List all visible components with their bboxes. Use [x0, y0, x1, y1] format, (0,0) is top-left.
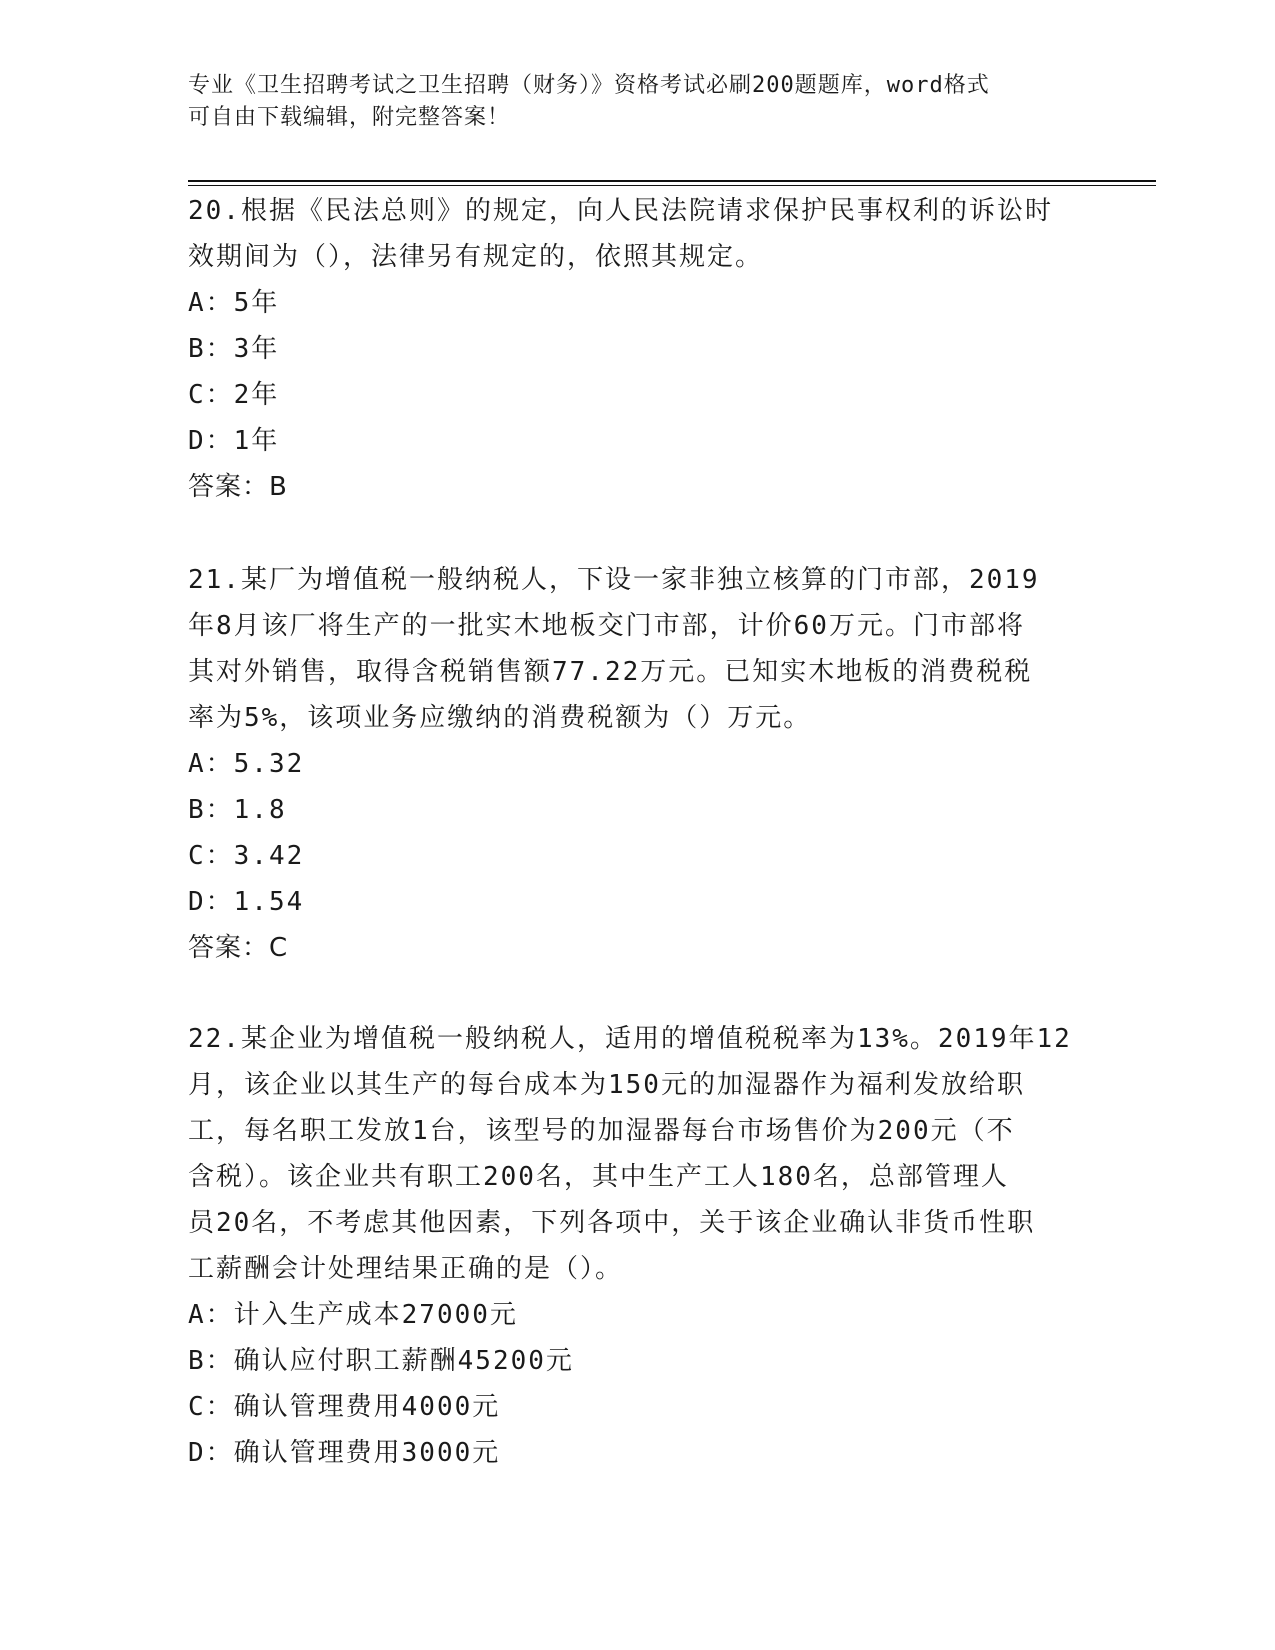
question-stem [188, 1016, 1088, 1292]
option-d: D：确认管理费用3000元 [188, 1438, 501, 1468]
option-a: A：5.32 [188, 749, 305, 779]
question-21 [188, 557, 1088, 971]
option-d: D：1.54 [188, 887, 305, 917]
stem-line: 月，该企业以其生产的每台成本为150元的加湿器作为福利发放给职 [188, 1070, 1025, 1100]
answer-label: 答案：B [188, 472, 288, 502]
option-c: C：确认管理费用4000元 [188, 1392, 501, 1422]
question-22 [188, 1016, 1088, 1476]
answer-label: 答案：C [188, 933, 289, 963]
option-d: D：1年 [188, 426, 280, 456]
header-line: 专业《卫生招聘考试之卫生招聘（财务）》资格考试必刷200题题库，word格式 [188, 73, 990, 98]
stem-line: 20.根据《民法总则》的规定，向人民法院请求保护民事权利的诉讼时 [188, 196, 1053, 226]
option-a: A：计入生产成本27000元 [188, 1300, 518, 1330]
stem-line: 效期间为（），法律另有规定的，依照其规定。 [188, 242, 764, 272]
header-rule-thick [188, 180, 1156, 182]
option-c: C：3.42 [188, 841, 305, 871]
option-b: B：确认应付职工薪酬45200元 [188, 1346, 574, 1376]
header-line: 可自由下载编辑，附完整答案！ [188, 105, 511, 130]
stem-line: 含税）。该企业共有职工200名，其中生产工人180名，总部管理人 [188, 1162, 1009, 1192]
option-b: B：1.8 [188, 795, 287, 825]
stem-line: 其对外销售，取得含税销售额77.22万元。已知实木地板的消费税税 [188, 657, 1033, 687]
question-20 [188, 188, 1088, 510]
question-stem [188, 188, 1088, 280]
stem-line: 21.某厂为增值税一般纳税人，下设一家非独立核算的门市部，2019 [188, 565, 1040, 595]
stem-line: 工，每名职工发放1台，该型号的加湿器每台市场售价为200元（不 [188, 1116, 1015, 1146]
stem-line: 22.某企业为增值税一般纳税人，适用的增值税税率为13%。2019年12 [188, 1024, 1072, 1054]
header-rule-thin [188, 185, 1156, 186]
option-c: C：2年 [188, 380, 280, 410]
stem-line: 率为5%，该项业务应缴纳的消费税额为（）万元。 [188, 703, 812, 733]
question-stem [188, 557, 1088, 741]
stem-line: 员20名，不考虑其他因素，下列各项中，关于该企业确认非货币性职 [188, 1208, 1036, 1238]
stem-line: 工薪酬会计处理结果正确的是（）。 [188, 1254, 624, 1284]
stem-line: 年8月该厂将生产的一批实木地板交门市部，计价60万元。门市部将 [188, 611, 1025, 641]
option-b: B：3年 [188, 334, 280, 364]
option-a: A：5年 [188, 288, 280, 318]
document-header [188, 70, 1088, 134]
